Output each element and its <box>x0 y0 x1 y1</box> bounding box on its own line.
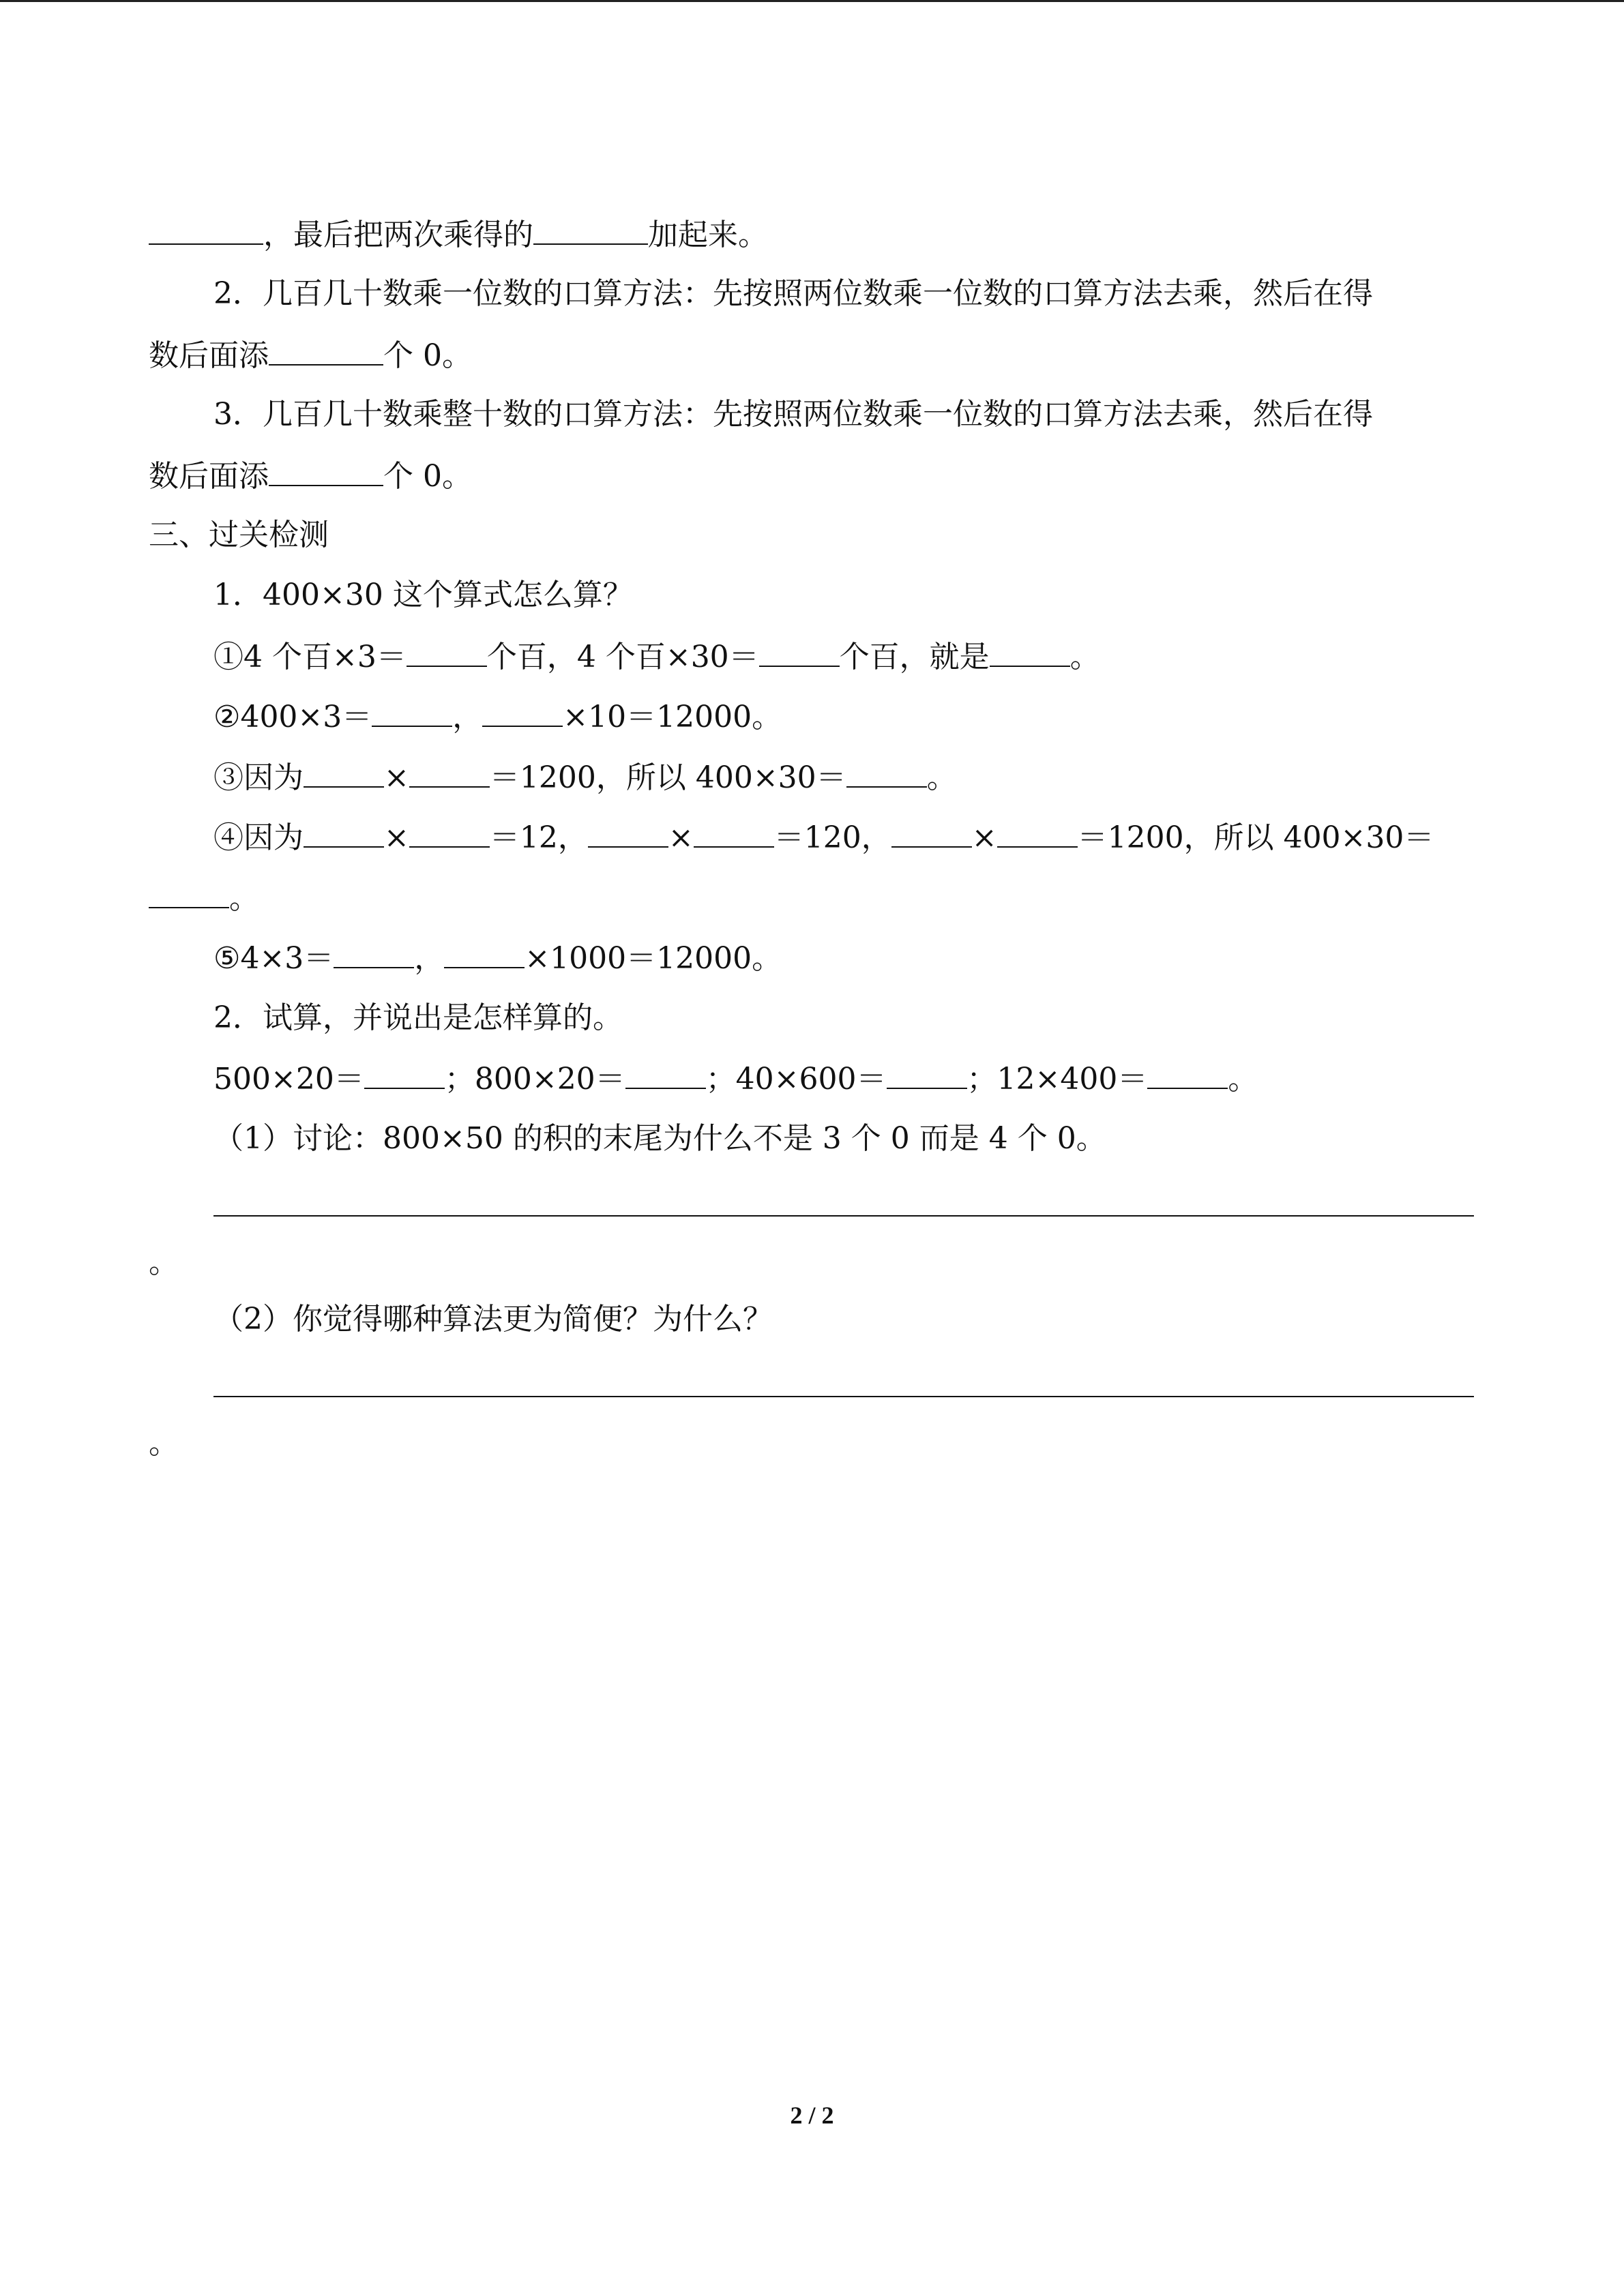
fill-blank[interactable] <box>364 1058 445 1089</box>
answer-line[interactable] <box>213 1396 1474 1397</box>
fill-blank[interactable] <box>409 816 490 848</box>
answer-line-end-mark: 。 <box>149 1426 179 1461</box>
fill-blank[interactable] <box>269 334 383 366</box>
q1-step-4-continuation: 。 <box>149 877 259 918</box>
section-heading: 三、过关检测 <box>149 518 329 552</box>
answer-line[interactable] <box>213 1215 1474 1217</box>
fill-blank[interactable] <box>759 636 840 667</box>
question-2-title: 2．试算，并说出是怎样算的。 <box>213 1000 623 1035</box>
fill-blank[interactable] <box>846 756 927 788</box>
fill-blank[interactable] <box>887 1058 967 1089</box>
q2-discussion-1: （1）讨论：800×50 的积的末尾为什么不是 3 个 0 而是 4 个 0。 <box>213 1121 1106 1156</box>
fill-blank[interactable] <box>444 937 525 968</box>
fill-blank[interactable] <box>269 455 383 486</box>
fill-blank[interactable] <box>588 816 668 848</box>
answer-line-end-mark: 。 <box>149 1245 179 1280</box>
fill-blank[interactable] <box>533 213 648 245</box>
fill-blank[interactable] <box>407 636 487 667</box>
question-1-title: 1．400×30 这个算式怎么算？ <box>213 578 633 612</box>
page-top-border <box>0 0 1624 2</box>
fill-blank[interactable] <box>625 1058 706 1089</box>
fill-blank[interactable] <box>482 696 563 727</box>
fill-blank[interactable] <box>409 756 490 788</box>
fill-blank[interactable] <box>891 816 972 848</box>
fill-blank[interactable] <box>997 816 1078 848</box>
fill-blank[interactable] <box>1147 1058 1228 1089</box>
q1-step-1: ①4 个百×3＝ 个百，4 个百×30＝ 个百，就是 。 <box>213 636 1100 676</box>
q1-step-3: ③因为 × ＝1200，所以 400×30＝ 。 <box>213 756 957 797</box>
fill-blank[interactable] <box>694 816 774 848</box>
q2-discussion-2: （2）你觉得哪种算法更为简便？为什么？ <box>213 1302 773 1337</box>
fill-blank[interactable] <box>334 937 414 968</box>
fill-blank[interactable] <box>372 696 452 727</box>
fill-blank[interactable] <box>990 636 1070 667</box>
q1-step-2: ②400×3＝ ， ×10＝12000。 <box>213 696 782 736</box>
q1-step-4: ④因为 × ＝12， × ＝120， × ＝1200，所以 400×30＝ <box>213 816 1434 857</box>
fill-blank[interactable] <box>304 816 384 848</box>
sec2-item2-line2: 数后面添 个 0。 <box>149 334 472 375</box>
fill-blank[interactable] <box>149 877 229 908</box>
sec2-item2-line1: 2．几百几十数乘一位数的口算方法：先按照两位数乘一位数的口算方法去乘，然后在得 <box>213 276 1373 311</box>
q2-calculations: 500×20＝ ；800×20＝ ；40×600＝ ；12×400＝ 。 <box>213 1058 1258 1099</box>
sec2-item3-line2: 数后面添 个 0。 <box>149 455 472 496</box>
sec2-item3-line1: 3．几百几十数乘整十数的口算方法：先按照两位数乘一位数的口算方法去乘，然后在得 <box>213 397 1373 432</box>
page-number: 2 / 2 <box>790 2102 834 2129</box>
sec2-line-continuation: ，最后把两次乘得的 加起来。 <box>149 213 768 254</box>
fill-blank[interactable] <box>304 756 384 788</box>
fill-blank[interactable] <box>149 213 263 245</box>
q1-step-5: ⑤4×3＝ ， ×1000＝12000。 <box>213 937 782 978</box>
